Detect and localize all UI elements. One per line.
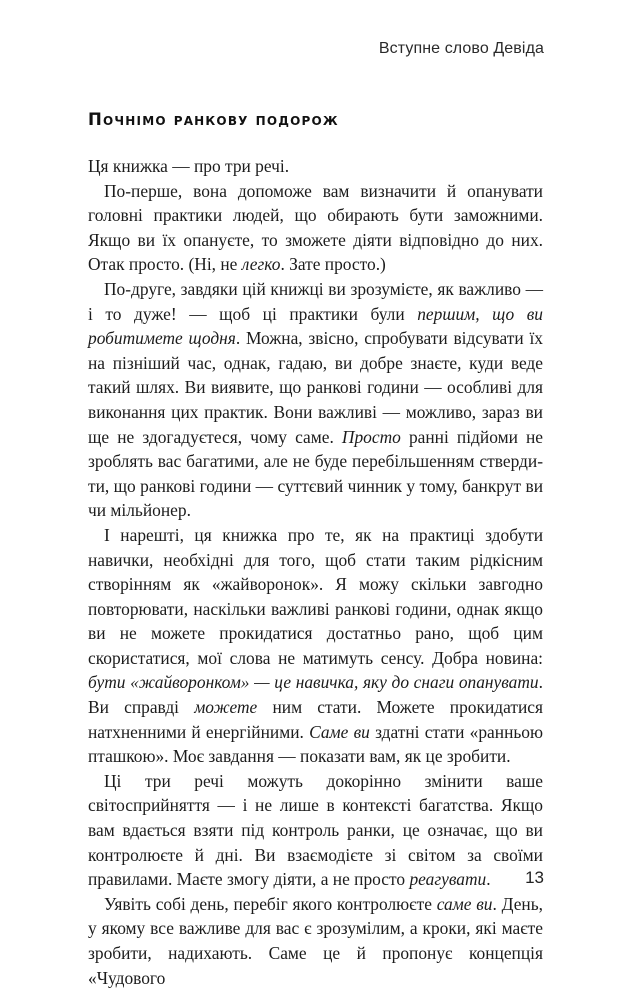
- body-text-run: здатні стати «ранньою пташкою». Моє завдання — показати вам, як це зробити.: [88, 721, 543, 767]
- body-text-run: Ця книжка — про три речі.: [88, 156, 290, 176]
- body-text-run: ним стати. Можете прокидатися натхненними й енергійними.: [88, 697, 544, 742]
- paragraph: [88, 523, 543, 769]
- body-text-run: Ці три речі можуть докорінно змінити ваше світосприйняття — і не лише в контексті багатства. Якщо вам вдається взяти під контроль ранки, це означає, що ви контролюєте й дні. Ви взаємодієте зі світом за своїми правилами. Маєте змогу діяти, а не просто: [88, 770, 543, 890]
- body-text-run: Уявіть собі день, перебіг якого контролюєте: [104, 893, 437, 914]
- body-text-run: По-перше, вона допоможе вам визначити й опанувати головні практики людей, що обирають бути заможними. Якщо ви їх опануєте, то зможете діяти відповідно до них. Отак просто. (Ні, не: [88, 180, 543, 275]
- paragraph: [88, 179, 543, 277]
- body-text-run: . Зате просто.): [280, 254, 386, 275]
- paragraph: [88, 154, 543, 179]
- section-title: Почнімо ранкову подорож: [88, 110, 339, 129]
- paragraph: [88, 892, 543, 990]
- body-text-run: .: [486, 869, 491, 890]
- body-text: [88, 154, 543, 990]
- body-text-run: І нарешті, ця книжка про те, як на практиці здобути навички, необхідні для того, щоб стати таким рідкісним створінням як «жайворонок». Я можу скільки завгодно повторювати, наскільки важливі ранкові години, однак якщо ви не можете прокидатися достатньо рано, щоб цим скористатися, мої слова не матимуть сенсу. Добра новина:: [88, 524, 543, 668]
- paragraph: [88, 769, 543, 892]
- running-head: Вступне слово Девіда: [378, 40, 544, 57]
- paragraph: [88, 277, 543, 523]
- italic-text: першим, що ви робитимете щодня: [88, 303, 543, 349]
- italic-text: саме ви: [436, 893, 493, 914]
- italic-text: легко: [241, 254, 281, 275]
- body-text-run: . День, у якому все важливе для вас є зрозумілим, а кроки, які маєте зробити, надихають. Саме це й пропонує концепція «Чудового: [88, 893, 543, 988]
- italic-text: реагувати: [409, 869, 487, 890]
- italic-text: Просто: [341, 426, 401, 447]
- italic-text: Саме ви: [309, 721, 370, 742]
- body-text-run: ранні підйоми не зроблять вас багатими, але не буде перебільшенням ствердити, що ранкові години — суттєвий чинник у тому, банкрут ви чи мільйонер.: [88, 426, 543, 521]
- body-text-run: По-друге, завдяки цій книжці ви зрозумієте, як важливо — і то дуже! — щоб ці практики були: [88, 278, 543, 324]
- italic-text: бути «жайворонком» — це навичка, яку до снаги опанувати: [88, 672, 539, 693]
- body-text-run: . Ви справді: [88, 672, 543, 718]
- italic-text: можете: [194, 697, 258, 718]
- page-number: 13: [525, 868, 544, 887]
- body-text-run: . Можна, звісно, спробувати відсувати їх на пізніший час, однак, гадаю, ви добре знаєте, куди веде такий шлях. Ви виявите, що ранкові години — особливі для виконання цих практик. Вони важливі — можливо, зараз ви ще не здогадуєтеся, чому саме.: [88, 328, 543, 447]
